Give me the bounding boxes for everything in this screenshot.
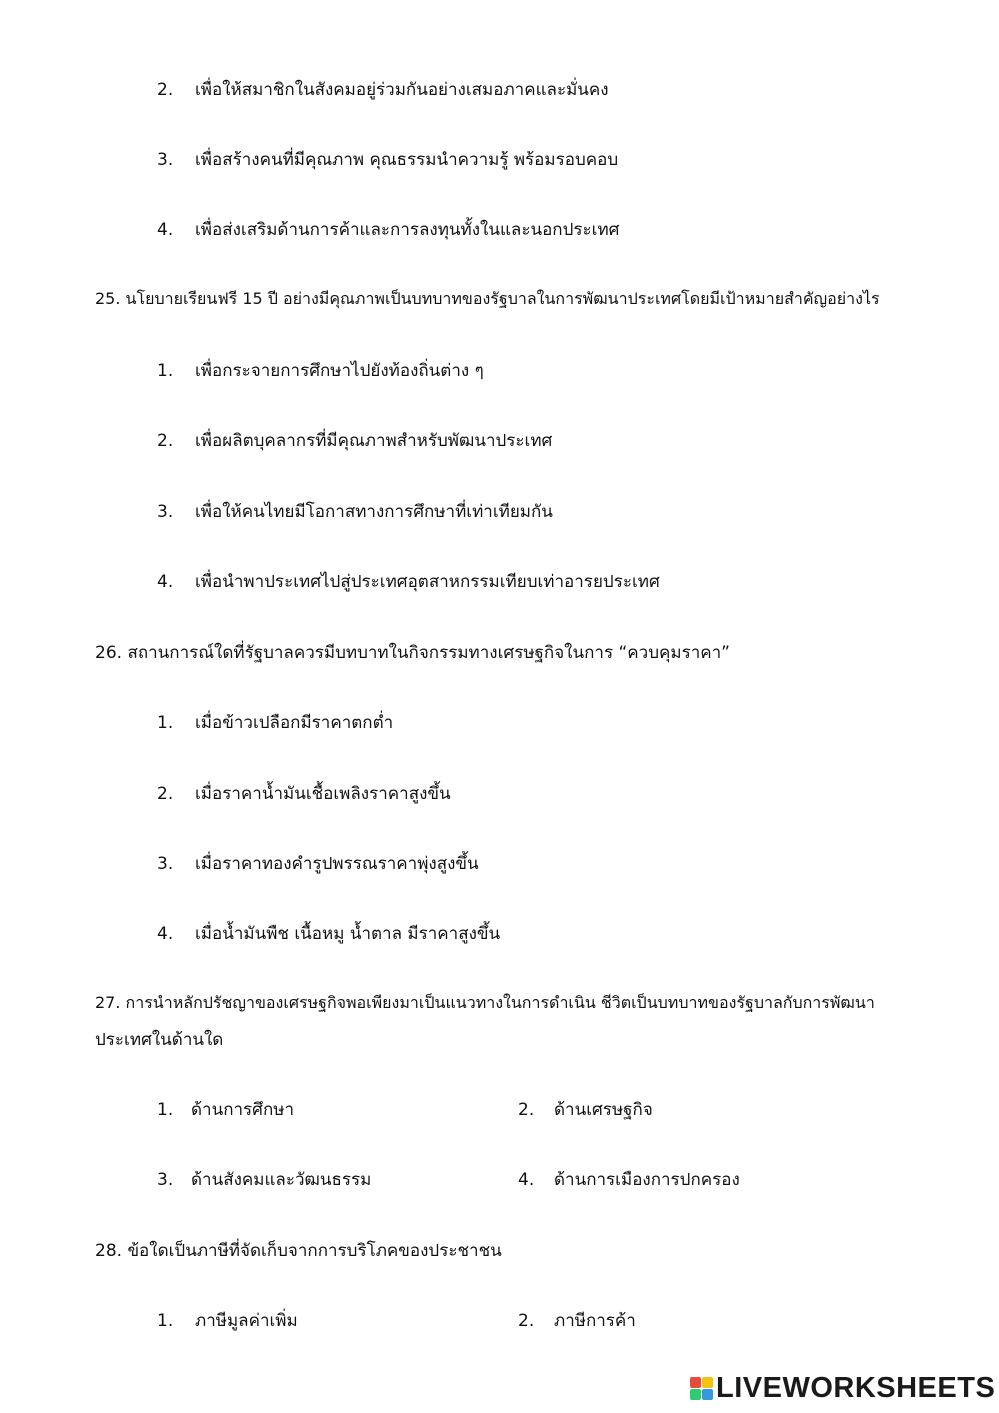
- q24-option-4: 4. เพื่อส่งเสริมด้านการค้าและการลงทุนทั้งในและนอกประเทศ: [157, 220, 620, 240]
- q25-option-4: 4. เพื่อนำพาประเทศไปสู่ประเทศอุตสาหกรรมเทียบเท่าอารยประเทศ: [157, 572, 660, 592]
- logo-mark-icon: [690, 1377, 713, 1400]
- q26-option-2: 2. เมื่อราคาน้ำมันเชื้อเพลิงราคาสูงขึ้น: [157, 784, 451, 804]
- q27-option-3: 3. ด้านสังคมและวัฒนธรรม: [157, 1170, 372, 1190]
- q26-option-3: 3. เมื่อราคาทองคำรูปพรรณราคาพุ่งสูงขึ้น: [157, 854, 479, 874]
- q25-question: 25. นโยบายเรียนฟรี 15 ปี อย่างมีคุณภาพเป็นบทบาทของรัฐบาลในการพัฒนาประเทศโดยมีเป้าหมายสำคัญอย่างไร: [95, 289, 880, 308]
- q24-option-2: 2. เพื่อให้สมาชิกในสังคมอยู่ร่วมกันอย่างเสมอภาคและมั่นคง: [157, 80, 609, 100]
- logo-square-red: [690, 1377, 701, 1388]
- q27-question-line1: 27. การนำหลักปรัชญาของเศรษฐกิจพอเพียงมาเป็นแนวทางในการดำเนิน ชีวิตเป็นบทบาทของรัฐบาลกับการพัฒนา: [95, 993, 875, 1012]
- logo-square-green: [690, 1389, 701, 1400]
- q24-option-3: 3. เพื่อสร้างคนที่มีคุณภาพ คุณธรรมนำความรู้ พร้อมรอบคอบ: [157, 150, 619, 170]
- logo-square-blue: [702, 1389, 713, 1400]
- logo-text: LIVEWORKSHEETS: [716, 1371, 996, 1404]
- q25-option-2: 2. เพื่อผลิตบุคลากรที่มีคุณภาพสำหรับพัฒนาประเทศ: [157, 431, 553, 451]
- q28-question: 28. ข้อใดเป็นภาษีที่จัดเก็บจากการบริโภคของประชาชน: [95, 1241, 502, 1261]
- q25-option-1: 1. เพื่อกระจายการศึกษาไปยังท้องถิ่นต่าง ๆ: [157, 361, 484, 381]
- q27-question-line2: ประเทศในด้านใด: [95, 1030, 224, 1050]
- logo-square-yellow: [702, 1377, 713, 1388]
- q28-option-1: 1. ภาษีมูลค่าเพิ่ม: [157, 1311, 298, 1331]
- q27-option-2: 2. ด้านเศรษฐกิจ: [518, 1100, 653, 1120]
- q25-option-3: 3. เพื่อให้คนไทยมีโอกาสทางการศึกษาที่เท่าเทียมกัน: [157, 502, 553, 522]
- q26-question: 26. สถานการณ์ใดที่รัฐบาลควรมีบทบาทในกิจกรรมทางเศรษฐกิจในการ “ควบคุมราคา”: [95, 643, 730, 663]
- q27-option-4: 4. ด้านการเมืองการปกครอง: [518, 1170, 740, 1190]
- q27-option-1: 1. ด้านการศึกษา: [157, 1100, 295, 1120]
- q26-option-4: 4. เมื่อน้ำมันพืช เนื้อหมู น้ำตาล มีราคาสูงขึ้น: [157, 924, 501, 944]
- q28-option-2: 2. ภาษีการค้า: [518, 1311, 636, 1331]
- liveworksheets-logo: [690, 1372, 995, 1404]
- q26-option-1: 1. เมื่อข้าวเปลือกมีราคาตกต่ำ: [157, 713, 394, 733]
